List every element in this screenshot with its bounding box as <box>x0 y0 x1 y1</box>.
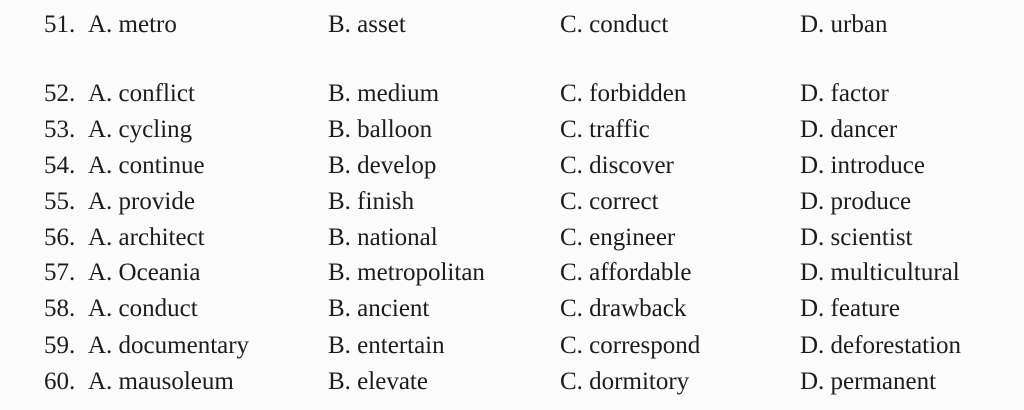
question-number: 54. <box>44 152 76 179</box>
option-c: C. discover <box>560 152 674 179</box>
option-d: D. produce <box>800 188 912 215</box>
question-number: 56. <box>44 224 76 251</box>
option-d: D. scientist <box>800 224 913 251</box>
option-d: D. feature <box>800 295 900 322</box>
option-c: C. affordable <box>560 259 692 286</box>
question-row-53 <box>0 113 1024 147</box>
option-c: C. engineer <box>560 224 676 251</box>
option-d: D. introduce <box>800 152 925 179</box>
question-row-57 <box>0 256 1024 290</box>
question-row-58 <box>0 292 1024 326</box>
option-a: A. documentary <box>88 332 250 359</box>
question-number: 59. <box>44 332 76 359</box>
option-c: C. correct <box>560 188 659 215</box>
question-number: 55. <box>44 188 76 215</box>
option-a: A. conflict <box>88 80 195 107</box>
option-a: A. Oceania <box>88 259 201 286</box>
question-row-51 <box>0 8 1024 42</box>
option-b: B. balloon <box>328 116 433 143</box>
option-b: B. entertain <box>328 332 445 359</box>
option-b: B. elevate <box>328 368 428 395</box>
option-c: C. forbidden <box>560 80 687 107</box>
option-a: A. metro <box>88 11 177 38</box>
option-a: A. provide <box>88 188 195 215</box>
question-row-60 <box>0 365 1024 399</box>
option-c: C. traffic <box>560 116 650 143</box>
option-b: B. finish <box>328 188 415 215</box>
option-b: B. metropolitan <box>328 259 485 286</box>
option-d: D. multicultural <box>800 259 960 286</box>
option-d: D. factor <box>800 80 889 107</box>
question-number: 58. <box>44 295 76 322</box>
question-number: 52. <box>44 80 76 107</box>
option-a: A. mausoleum <box>88 368 234 395</box>
question-number: 57. <box>44 259 76 286</box>
option-d: D. dancer <box>800 116 898 143</box>
option-b: B. medium <box>328 80 440 107</box>
option-c: C. correspond <box>560 332 701 359</box>
option-c: C. conduct <box>560 11 669 38</box>
option-b: B. asset <box>328 11 406 38</box>
option-b: B. develop <box>328 152 437 179</box>
option-d: D. permanent <box>800 368 937 395</box>
option-b: B. ancient <box>328 295 430 322</box>
question-row-59 <box>0 329 1024 363</box>
cropped-previous-line <box>40 0 1000 4</box>
option-a: A. cycling <box>88 116 193 143</box>
question-row-55 <box>0 185 1024 219</box>
option-d: D. deforestation <box>800 332 962 359</box>
option-a: A. architect <box>88 224 205 251</box>
option-c: C. dormitory <box>560 368 690 395</box>
question-row-56 <box>0 221 1024 255</box>
question-number: 60. <box>44 368 76 395</box>
question-number: 53. <box>44 116 76 143</box>
option-d: D. urban <box>800 11 888 38</box>
question-row-54 <box>0 149 1024 183</box>
option-a: A. continue <box>88 152 205 179</box>
question-number: 51. <box>44 11 76 38</box>
option-a: A. conduct <box>88 295 198 322</box>
option-b: B. national <box>328 224 438 251</box>
question-row-52 <box>0 77 1024 111</box>
option-c: C. drawback <box>560 295 687 322</box>
